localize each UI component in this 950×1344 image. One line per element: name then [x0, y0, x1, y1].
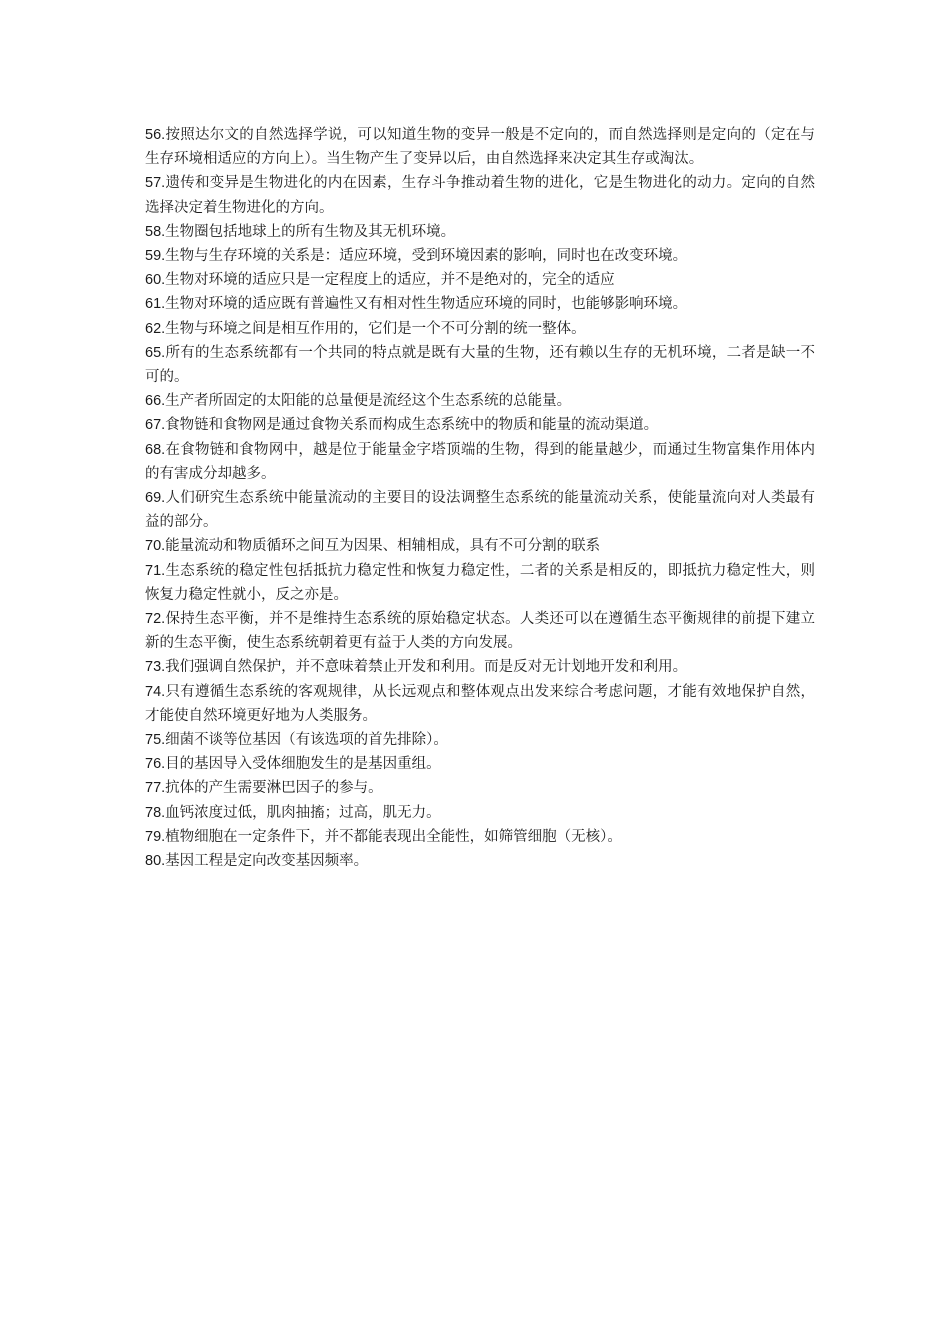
item-number: 77.: [145, 780, 166, 797]
item-text: 所有的生态系统都有一个共同的特点就是既有大量的生物，还有赖以生存的无机环境，二者是缺一不可的。: [145, 344, 815, 386]
item-text: 基因工程是定向改变基因频率。: [165, 853, 369, 870]
item-number: 69.: [145, 490, 166, 507]
item-number: 80.: [145, 853, 166, 870]
list-item: [145, 680, 815, 728]
item-text: 目的基因导入受体细胞发生的是基因重组。: [165, 756, 441, 773]
item-number: 61.: [145, 296, 166, 313]
item-text: 细菌不谈等位基因（有该选项的首先排除）。: [165, 732, 448, 749]
item-text: 生产者所固定的太阳能的总量便是流经这个生态系统的总能量。: [165, 393, 572, 410]
list-item: [145, 752, 815, 776]
list-item: [145, 268, 815, 292]
item-text: 生物与环境之间是相互作用的，它们是一个不可分割的统一整体。: [165, 320, 586, 337]
item-number: 57.: [145, 175, 166, 192]
item-text: 能量流动和物质循环之间互为因果、相辅相成，具有不可分割的联系: [165, 538, 601, 555]
item-number: 59.: [145, 248, 166, 265]
item-number: 74.: [145, 683, 166, 700]
list-item: [145, 486, 815, 534]
list-item: [145, 534, 815, 558]
item-text: 遗传和变异是生物进化的内在因素，生存斗争推动着生物的进化，它是生物进化的动力。定向的自然选择决定着生物进化的方向。: [145, 175, 815, 216]
list-item: [145, 171, 815, 219]
list-item: [145, 244, 815, 268]
item-text: 人们研究生态系统中能量流动的主要目的设法调整生态系统的能量流动关系，使能量流向对人类最有益的部分。: [145, 490, 815, 531]
item-text: 抗体的产生需要淋巴因子的参与。: [165, 780, 383, 797]
item-number: 58.: [145, 223, 166, 240]
list-item: [145, 438, 815, 486]
item-number: 60.: [145, 272, 166, 289]
item-number: 56.: [145, 127, 166, 143]
list-item: [145, 849, 815, 873]
item-text: 生物对环境的适应既有普遍性又有相对性生物适应环境的同时，也能够影响环境。: [165, 296, 688, 313]
item-number: 62.: [145, 320, 166, 337]
item-text: 植物细胞在一定条件下，并不都能表现出全能性，如筛管细胞（无核）。: [165, 828, 622, 845]
item-number: 78.: [145, 804, 166, 821]
item-number: 75.: [145, 732, 166, 749]
item-text: 只有遵循生态系统的客观规律，从长远观点和整体观点出发来综合考虑问题，才能有效地保护自然，才能使自然环境更好地为人类服务。: [145, 683, 815, 724]
item-number: 76.: [145, 756, 166, 773]
item-number: 65.: [145, 344, 166, 361]
item-text: 生物与生存环境的关系是：适应环境，受到环境因素的影响，同时也在改变环境。: [165, 248, 688, 265]
item-number: 71.: [145, 562, 166, 579]
list-item: [145, 341, 815, 389]
item-text: 按照达尔文的自然选择学说，可以知道生物的变异一般是不定向的，而自然选择则是定向的（定在与生存环境相适应的方向上）。当生物产生了变异以后，由自然选择来决定其生存或淘汰。: [145, 127, 815, 168]
item-text: 血钙浓度过低，肌肉抽搐；过高，肌无力。: [165, 804, 441, 821]
item-text: 食物链和食物网是通过食物关系而构成生态系统中的物质和能量的流动渠道。: [165, 417, 659, 434]
list-item: [145, 413, 815, 437]
item-number: 72.: [145, 611, 166, 628]
list-item: [145, 801, 815, 825]
list-item: [145, 292, 815, 316]
list-item: [145, 559, 815, 607]
document-body: [145, 123, 815, 873]
list-item: [145, 123, 815, 171]
item-text: 生物圈包括地球上的所有生物及其无机环境。: [165, 223, 456, 240]
item-text: 保持生态平衡，并不是维持生态系统的原始稳定状态。人类还可以在遵循生态平衡规律的前提下建立新的生态平衡，使生态系统朝着更有益于人类的方向发展。: [145, 611, 815, 652]
list-item: [145, 607, 815, 655]
item-number: 66.: [145, 393, 166, 410]
item-number: 73.: [145, 659, 166, 676]
item-text: 生态系统的稳定性包括抵抗力稳定性和恢复力稳定性，二者的关系是相反的，即抵抗力稳定性大，则恢复力稳定性就小，反之亦是。: [145, 562, 815, 603]
item-number: 70.: [145, 538, 166, 555]
list-item: [145, 728, 815, 752]
list-item: [145, 220, 815, 244]
item-number: 79.: [145, 828, 166, 845]
item-text: 在食物链和食物网中，越是位于能量金字塔顶端的生物，得到的能量越少，而通过生物富集作用体内的有害成分却越多。: [145, 441, 815, 482]
list-item: [145, 776, 815, 800]
list-item: [145, 317, 815, 341]
item-number: 67.: [145, 417, 166, 434]
list-item: [145, 389, 815, 413]
item-text: 生物对环境的适应只是一定程度上的适应，并不是绝对的，完全的适应: [165, 272, 615, 289]
item-text: 我们强调自然保护，并不意味着禁止开发和利用。而是反对无计划地开发和利用。: [165, 659, 688, 676]
item-number: 68.: [145, 441, 166, 458]
list-item: [145, 655, 815, 679]
list-item: [145, 825, 815, 849]
